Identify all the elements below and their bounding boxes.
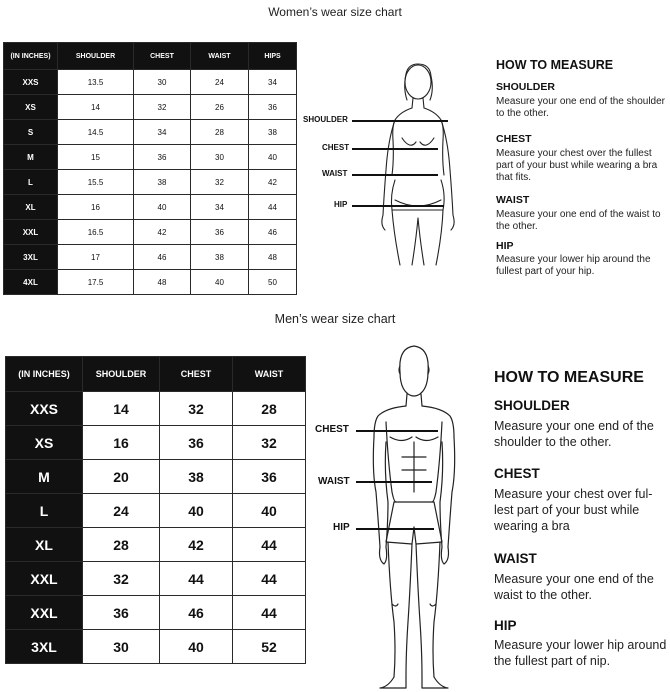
size-label: XS bbox=[6, 426, 83, 460]
measurement-cell: 32 bbox=[191, 170, 249, 195]
men-waist-line bbox=[356, 481, 432, 483]
table-row bbox=[4, 70, 297, 95]
size-label: L bbox=[4, 170, 58, 195]
women-guide-hip-title: HIP bbox=[496, 240, 514, 252]
men-chart-title: Men’s wear size chart bbox=[274, 312, 396, 326]
measurement-cell: 46 bbox=[249, 220, 297, 245]
measurement-cell: 36 bbox=[249, 95, 297, 120]
men-col-header: (IN INCHES) bbox=[6, 357, 83, 392]
measurement-cell: 40 bbox=[233, 494, 306, 528]
size-label: XXL bbox=[4, 220, 58, 245]
women-col-header: WAIST bbox=[191, 43, 249, 70]
men-hip-label: HIP bbox=[333, 522, 350, 533]
table-row bbox=[4, 170, 297, 195]
measurement-cell: 50 bbox=[249, 270, 297, 295]
measurement-cell: 44 bbox=[249, 195, 297, 220]
measurement-cell: 52 bbox=[233, 630, 306, 664]
measurement-cell: 15.5 bbox=[58, 170, 134, 195]
size-label: XL bbox=[6, 528, 83, 562]
women-guide-heading: HOW TO MEASURE bbox=[496, 58, 614, 72]
measurement-cell: 32 bbox=[83, 562, 160, 596]
women-size-table bbox=[3, 42, 297, 295]
men-guide-chest-title: CHEST bbox=[494, 466, 540, 481]
men-guide-chest-text: Measure your chest over ful-lest part of your bust while wearing a bra bbox=[494, 487, 653, 533]
measurement-cell: 14 bbox=[83, 392, 160, 426]
men-body-figure bbox=[354, 342, 474, 692]
measurement-cell: 26 bbox=[191, 95, 249, 120]
measurement-cell: 32 bbox=[160, 392, 233, 426]
measurement-cell: 46 bbox=[160, 596, 233, 630]
size-label: 3XL bbox=[4, 245, 58, 270]
men-col-header: WAIST bbox=[233, 357, 306, 392]
men-chest-label: CHEST bbox=[315, 424, 349, 435]
table-row bbox=[6, 494, 306, 528]
table-row bbox=[6, 392, 306, 426]
measurement-cell: 32 bbox=[134, 95, 191, 120]
table-row bbox=[4, 270, 297, 295]
size-label: M bbox=[4, 145, 58, 170]
men-col-header: SHOULDER bbox=[83, 357, 160, 392]
measurement-cell: 44 bbox=[160, 562, 233, 596]
measurement-cell: 38 bbox=[191, 245, 249, 270]
table-row bbox=[6, 460, 306, 494]
women-guide-hip-text: Measure your lower hip around the fullest part of your hip. bbox=[496, 254, 651, 277]
women-hip-label: HIP bbox=[334, 200, 348, 209]
measurement-cell: 24 bbox=[191, 70, 249, 95]
measurement-cell: 30 bbox=[134, 70, 191, 95]
men-guide-waist-title: WAIST bbox=[494, 551, 537, 566]
size-label: XL bbox=[4, 195, 58, 220]
measurement-cell: 42 bbox=[249, 170, 297, 195]
men-guide-heading: HOW TO MEASURE bbox=[494, 369, 644, 386]
measurement-cell: 44 bbox=[233, 596, 306, 630]
measurement-cell: 28 bbox=[191, 120, 249, 145]
table-row bbox=[6, 426, 306, 460]
measurement-cell: 38 bbox=[160, 460, 233, 494]
men-waist-label: WAIST bbox=[318, 476, 350, 487]
table-row bbox=[6, 528, 306, 562]
measurement-cell: 40 bbox=[134, 195, 191, 220]
measurement-cell: 17 bbox=[58, 245, 134, 270]
measurement-cell: 32 bbox=[233, 426, 306, 460]
table-row bbox=[6, 630, 306, 664]
table-row bbox=[4, 145, 297, 170]
measurement-cell: 13.5 bbox=[58, 70, 134, 95]
measurement-cell: 44 bbox=[233, 562, 306, 596]
table-row bbox=[6, 596, 306, 630]
size-label: S bbox=[4, 120, 58, 145]
women-chart-title: Women’s wear size chart bbox=[268, 5, 402, 19]
size-label: XXS bbox=[6, 392, 83, 426]
men-chest-line bbox=[356, 430, 438, 432]
women-guide-chest-title: CHEST bbox=[496, 133, 532, 145]
women-hip-line bbox=[352, 205, 444, 207]
women-table-header-row bbox=[4, 43, 297, 70]
measurement-cell: 28 bbox=[233, 392, 306, 426]
measurement-cell: 40 bbox=[249, 145, 297, 170]
measurement-cell: 42 bbox=[134, 220, 191, 245]
size-label: M bbox=[6, 460, 83, 494]
measurement-cell: 34 bbox=[191, 195, 249, 220]
size-label: XS bbox=[4, 95, 58, 120]
measurement-cell: 48 bbox=[134, 270, 191, 295]
measurement-cell: 16 bbox=[83, 426, 160, 460]
measurement-cell: 44 bbox=[233, 528, 306, 562]
measurement-cell: 16.5 bbox=[58, 220, 134, 245]
measurement-cell: 40 bbox=[160, 494, 233, 528]
men-guide-waist-text: Measure your one end of the waist to the other. bbox=[494, 572, 654, 602]
measurement-cell: 36 bbox=[83, 596, 160, 630]
women-guide-waist-text: Measure your one end of the waist to the other. bbox=[496, 209, 661, 232]
table-row bbox=[4, 195, 297, 220]
table-row bbox=[4, 245, 297, 270]
measurement-cell: 38 bbox=[134, 170, 191, 195]
women-guide-chest-text: Measure your chest over the fullest part of your bust while wearing a bra that fits. bbox=[496, 148, 658, 183]
women-table-body bbox=[4, 70, 297, 295]
measurement-cell: 30 bbox=[83, 630, 160, 664]
men-guide-shoulder-title: SHOULDER bbox=[494, 398, 570, 413]
measurement-cell: 34 bbox=[134, 120, 191, 145]
measurement-cell: 34 bbox=[249, 70, 297, 95]
men-table-body bbox=[6, 392, 306, 664]
measurement-cell: 36 bbox=[233, 460, 306, 494]
measurement-cell: 17.5 bbox=[58, 270, 134, 295]
measurement-cell: 30 bbox=[191, 145, 249, 170]
measurement-cell: 40 bbox=[160, 630, 233, 664]
measurement-cell: 28 bbox=[83, 528, 160, 562]
men-guide-hip-title: HIP bbox=[494, 618, 517, 633]
men-guide-hip-text: Measure your lower hip around the fullest part of nip. bbox=[494, 638, 667, 668]
women-col-header: SHOULDER bbox=[58, 43, 134, 70]
measurement-cell: 48 bbox=[249, 245, 297, 270]
measurement-cell: 15 bbox=[58, 145, 134, 170]
table-row bbox=[4, 120, 297, 145]
measurement-cell: 46 bbox=[134, 245, 191, 270]
men-size-table bbox=[5, 356, 306, 664]
measurement-cell: 36 bbox=[160, 426, 233, 460]
women-waist-label: WAIST bbox=[322, 169, 348, 178]
women-col-header: (IN INCHES) bbox=[4, 43, 58, 70]
size-label: XXS bbox=[4, 70, 58, 95]
men-table-header-row bbox=[6, 357, 306, 392]
measurement-cell: 16 bbox=[58, 195, 134, 220]
measurement-cell: 14.5 bbox=[58, 120, 134, 145]
women-shoulder-label: SHOULDER bbox=[303, 115, 348, 124]
size-label: XXL bbox=[6, 562, 83, 596]
women-body-figure bbox=[350, 60, 475, 270]
measurement-cell: 36 bbox=[191, 220, 249, 245]
size-label: L bbox=[6, 494, 83, 528]
table-row bbox=[4, 95, 297, 120]
size-label: 4XL bbox=[4, 270, 58, 295]
measurement-cell: 14 bbox=[58, 95, 134, 120]
women-shoulder-line bbox=[352, 120, 448, 122]
women-guide-shoulder-title: SHOULDER bbox=[496, 81, 555, 93]
measurement-cell: 20 bbox=[83, 460, 160, 494]
men-guide-shoulder-text: Measure your one end of the shoulder to the other. bbox=[494, 419, 654, 449]
women-col-header: HIPS bbox=[249, 43, 297, 70]
men-hip-line bbox=[356, 528, 434, 530]
measurement-cell: 42 bbox=[160, 528, 233, 562]
table-row bbox=[4, 220, 297, 245]
men-col-header: CHEST bbox=[160, 357, 233, 392]
measurement-cell: 24 bbox=[83, 494, 160, 528]
measurement-cell: 40 bbox=[191, 270, 249, 295]
measurement-cell: 38 bbox=[249, 120, 297, 145]
women-guide-waist-title: WAIST bbox=[496, 194, 530, 206]
women-guide-shoulder-text: Measure your one end of the shoulder to the other. bbox=[496, 96, 665, 119]
measurement-cell: 36 bbox=[134, 145, 191, 170]
women-waist-line bbox=[352, 174, 438, 176]
women-chest-line bbox=[352, 148, 438, 150]
table-row bbox=[6, 562, 306, 596]
women-col-header: CHEST bbox=[134, 43, 191, 70]
size-label: 3XL bbox=[6, 630, 83, 664]
size-label: XXL bbox=[6, 596, 83, 630]
women-chest-label: CHEST bbox=[322, 143, 350, 152]
